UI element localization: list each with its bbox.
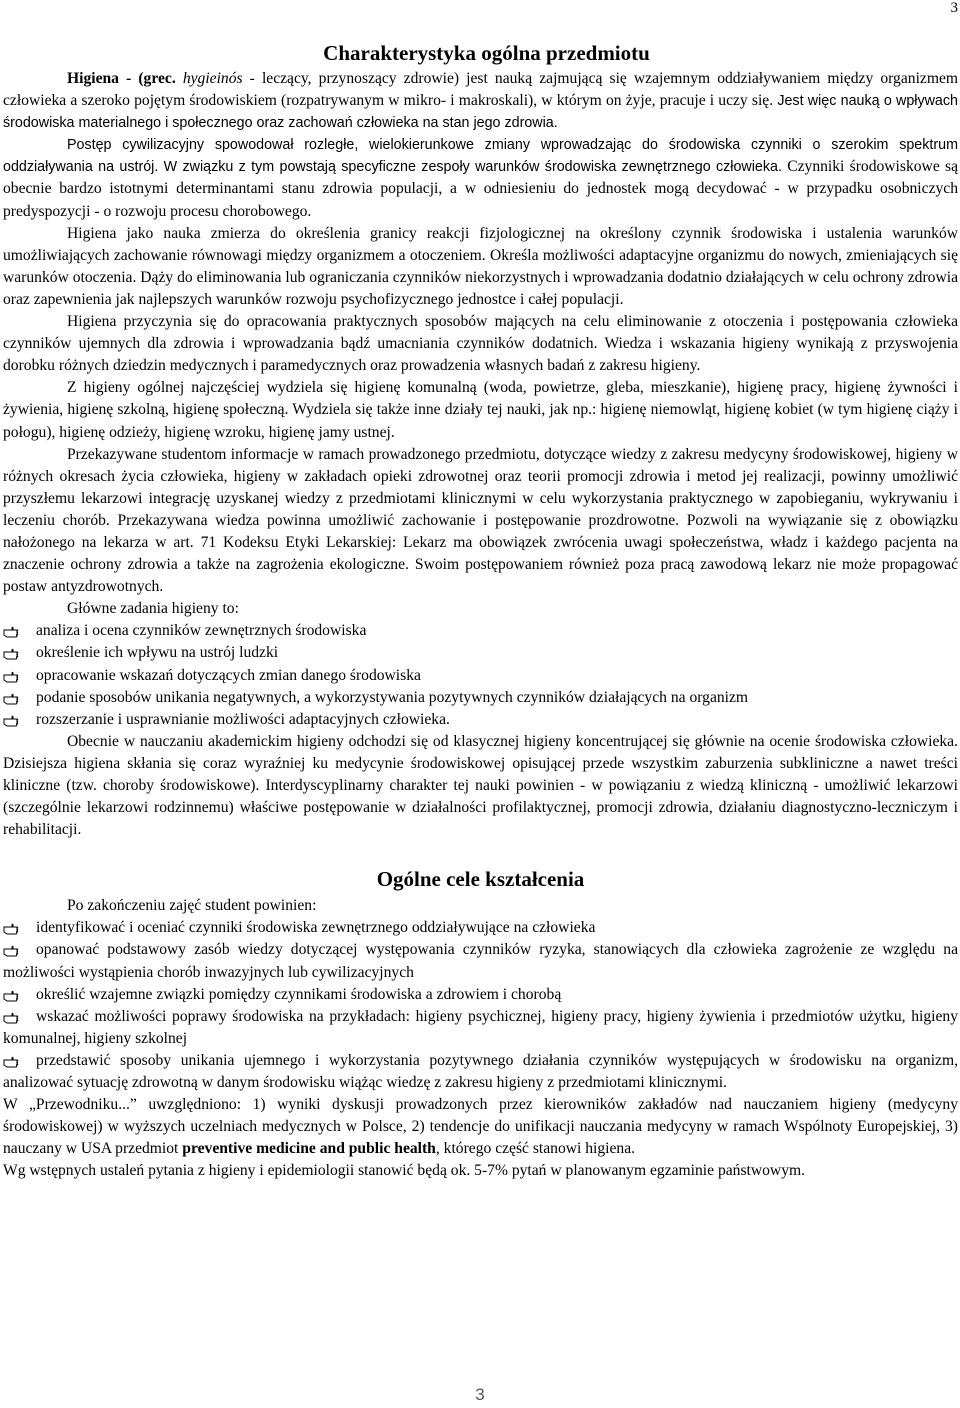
- pointing-hand-icon: [3, 921, 19, 936]
- guide-paragraph: [3, 1094, 958, 1160]
- pointing-hand-icon: [3, 646, 19, 661]
- document-body: [3, 38, 958, 1183]
- task-text: określenie ich wpływu na ustrój ludzki: [36, 644, 279, 662]
- contribution-paragraph: Higiena przyczynia się do opracowania praktycznych sposobów mających na celu eliminowanie z otoczenia i postępowania człowieka czynników ujemnych dla zdrowia i wprowadzania bądź umacniania czynników dodatnich. Wiedza i wskazania higieny wynikają z przyswojenia dorobku różnych dziedzin medycznych i paramedycznych oraz prowadzenia własnych badań z zakresu higieny.: [3, 313, 958, 375]
- goals-intro: Po zakończeniu zajęć student powinien:: [67, 897, 317, 915]
- intro-sans: Jest więc nauką o wpływach środowiska materialnego i społecznego oraz zachowań człowieka na stan jego zdrowia.: [3, 93, 958, 132]
- list-item: [3, 687, 958, 709]
- list-item: [3, 1006, 958, 1050]
- progress-serif: Czynniki środowiskowe są obecnie bardzo istotnymi determinantami stanu zdrowia populacji, a w odniesieniu do jednostek mogą decydować - w przypadku osobniczych predyspozycji - o rozwoju procesu chorobowego.: [3, 158, 958, 220]
- task-text: podanie sposobów unikania negatywnych, a wykorzystywania pozytywnych czynników działających na organizm: [36, 688, 749, 706]
- intro-paragraph: [3, 68, 958, 134]
- pointing-hand-icon: [3, 1010, 19, 1025]
- list-item: [3, 1050, 958, 1094]
- page-number-top: 3: [950, 0, 958, 16]
- list-item: [3, 642, 958, 664]
- tasks-intro: Główne zadania higieny to:: [67, 600, 239, 618]
- intro-rest: - leczący, przynoszący zdrowie) jest nauką zajmującą się wzajemnym oddziaływaniem między organizmem człowieka a szeroko pojętym środowiskiem (rozpatrywanym w mikro- i makroskali), w którym on żyje, pracuje i uczy się.: [3, 70, 958, 110]
- intro-lead-italic: hygieinós: [182, 70, 243, 87]
- goal-text: wskazać możliwości poprawy środowiska na przykładach: higieny psychicznej, higieny pracy, higieny żywienia i przedmiotów użytku, higieny komunalnej, higieny szkolnej: [3, 1007, 958, 1047]
- goals-heading: Ogólne cele kształcenia: [376, 867, 585, 892]
- pointing-hand-icon: [3, 988, 19, 1003]
- list-item: [3, 917, 958, 939]
- section-heading: Charakterystyka ogólna przedmiotu: [323, 41, 650, 65]
- task-text: opracowanie wskazań dotyczących zmian danego środowiska: [36, 666, 421, 684]
- current-teaching-paragraph: Obecnie w nauczaniu akademickim higieny odchodzi się od klasycznej higieny koncentrującej się głównie na ocenie środowiska człowieka. Dzisiejsza higiena skłania się coraz wyraźniej ku medycynie środowiskowej opisującej przede wszystkim zaburzenia subkliniczne a nawet treści kliniczne (tzw. choroby środowiskowe). Interdyscyplinarny charakter tej nauki powinien - w powiązaniu z wiedzą kliniczną - umożliwić lekarzowi (szczególnie lekarzowi rodzinnemu) właściwe postępowanie w działalności profilaktycznej, promocji zdrowia, działaniu diagnostyczno-leczniczym i rehabilitacji.: [3, 732, 958, 839]
- page-number-bottom: 3: [475, 1385, 485, 1404]
- list-item: [3, 665, 958, 687]
- goal-text: identyfikować i oceniać czynniki środowiska zewnętrznego oddziaływujące na człowieka: [36, 919, 596, 937]
- guide-before: W „Przewodniku...” uwzględniono: 1) wyniki dyskusji prowadzonych przez kierowników zakładów nad nauczaniem higieny (medycyny środowiskowej) w wyższych uczelniach medycznych w Polsce, 2) tendencje do unifikacji nauczania medycyny w ramach Wspólnoty Europejskiej, 3) nauczany w USA przedmiot: [3, 1096, 958, 1158]
- progress-paragraph: [3, 134, 958, 222]
- guide-after: , którego część stanowi higiena.: [435, 1140, 636, 1158]
- pointing-hand-icon: [3, 624, 19, 639]
- branches-paragraph: Z higieny ogólnej najczęściej wydziela się higienę komunalną (woda, powietrze, gleba, mieszkanie), higienę pracy, higienę żywności i żywienia, higienę szkolną, higienę społeczną. Wydziela się także inne działy tej nauki, jak np.: higienę niemowląt, higienę kobiet (w tym higienę ciąży i połogu), higienę odzieży, higienę wzroku, higienę jamy ustnej.: [3, 379, 958, 441]
- pointing-hand-icon: [3, 943, 19, 958]
- teaching-paragraph: Przekazywane studentom informacje w ramach prowadzonego przedmiotu, dotyczące wiedzy z zakresu medycyny środowiskowej, higieny w różnych okresach życia człowieka, higieny w zakładach opieki zdrowotnej oraz teorii promocji zdrowia i metod jej realizacji, powinny umożliwić przyszłemu lekarzowi integrację uzyskanej wiedzy z przedmiotami klinicznymi w celu wykorzystania praktycznego w zapobieganiu, wykrywaniu i leczeniu chorób. Przekazywana wiedza powinna umożliwić zachowanie i postępowanie prozdrowotne. Pozwoli na wywiązanie się z obowiązku nałożonego na lekarza w art. 71 Kodeksu Etyki Lekarskiej: Lekarz ma obowiązek zwrócenia uwagi społeczeństwa, władz i każdego pacjenta na znaczenie ochrony zdrowia a także na zagrożenia ekologiczne. Swoim postępowaniem również poza pracą zawodową lekarz nie może propagować postaw antyzdrowotnych.: [3, 445, 958, 596]
- pointing-hand-icon: [3, 1054, 19, 1069]
- tasks-list: [3, 620, 958, 730]
- list-item: [3, 709, 958, 731]
- pointing-hand-icon: [3, 669, 19, 684]
- goal-text: opanować podstawowy zasób wiedzy dotyczącej występowania czynników ryzyka, stanowiących dla człowieka zagrożenie ze względu na możliwości wystąpienia chorób inwazyjnych lub cywilizacyjnych: [3, 941, 958, 981]
- pointing-hand-icon: [3, 713, 19, 728]
- exam-paragraph: Wg wstępnych ustaleń pytania z higieny i epidemiologii stanowić będą ok. 5-7% pytań w planowanym egzaminie państwowym.: [3, 1162, 806, 1180]
- science-paragraph: Higiena jako nauka zmierza do określenia granicy reakcji fizjologicznej na określony czynnik środowiska i ustalenia warunków umożliwiających zachowanie równowagi między organizmem a otoczeniem. Określa możliwości adaptacyjne organizmu do nowych, zmieniających się warunków otoczenia. Dąży do eliminowania lub ograniczania czynników niekorzystnych i wprowadzania dodatnio działających w celu ochrony zdrowia oraz zapewnienia jak najlepszych warunków rozwoju psychofizycznego jednostce i całej populacji.: [3, 224, 958, 308]
- list-item: [3, 939, 958, 983]
- pointing-hand-icon: [3, 691, 19, 706]
- goal-text: określić wzajemne związki pomiędzy czynnikami środowiska a zdrowiem i chorobą: [36, 985, 562, 1003]
- intro-lead: Higiena - (grec.: [67, 70, 183, 87]
- list-item: [3, 620, 958, 642]
- progress-sans: Postęp cywilizacyjny spowodował rozległe, wielokierunkowe zmiany wprowadzając do środowiska czynniki o szerokim spektrum oddziaływania na ustrój. W związku z tym powstają specyficzne zespoły warunków środowiska zewnętrznego człowieka.: [3, 137, 958, 176]
- goal-text: przedstawić sposoby unikania ujemnego i wykorzystania pozytywnego działania czynników występujących w środowisku na organizm, analizować sytuację zdrowotną w danym środowisku wiążąc wiedzę z zakresu higieny z przedmiotami klinicznymi.: [3, 1051, 958, 1092]
- goals-list: [3, 917, 958, 1094]
- guide-bold: preventive medicine and public health: [182, 1140, 436, 1158]
- task-text: analiza i ocena czynników zewnętrznych środowiska: [36, 622, 367, 640]
- list-item: [3, 984, 958, 1006]
- task-text: rozszerzanie i usprawnianie możliwości adaptacyjnych człowieka.: [36, 710, 450, 728]
